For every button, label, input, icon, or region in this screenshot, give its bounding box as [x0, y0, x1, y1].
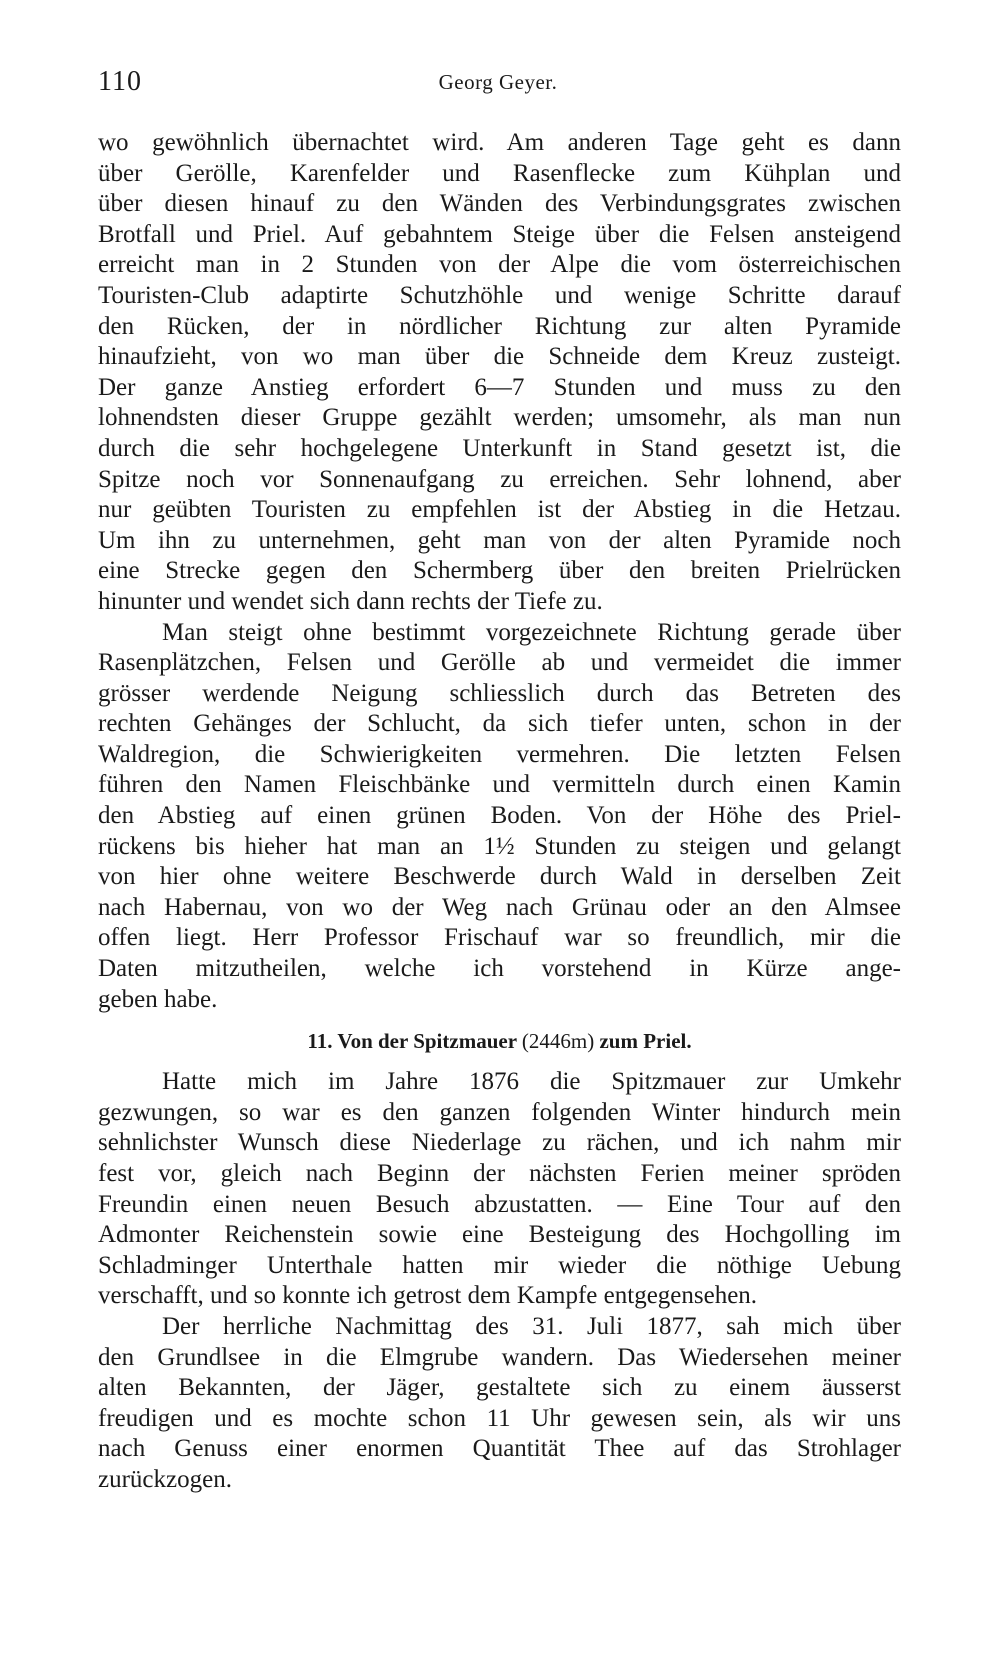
text-line: Um ihn zu unternehmen, geht man von der alten Pyramide noch — [98, 526, 901, 554]
text-line: gezwungen, so war es den ganzen folgenden Winter hindurch mein — [98, 1098, 901, 1126]
text-line: geben habe. — [98, 985, 218, 1013]
text-line: alten Bekannten, der Jäger, gestaltete sich zu einem äusserst — [98, 1374, 901, 1402]
paragraph-2 — [98, 618, 901, 1016]
text-line: Schladminger Unterthale hatten mir wieder die nöthige Uebung — [98, 1251, 901, 1279]
text-line: den Grundlsee in die Elmgrube wandern. Das Wiedersehen meiner — [98, 1343, 901, 1371]
text-line: führen den Namen Fleischbänke und vermitteln durch einen Kamin — [98, 771, 901, 799]
section-heading-destination: zum Priel. — [599, 1029, 692, 1054]
text-line: Man steigt ohne bestimmt vorgezeichnete Richtung gerade über — [162, 618, 901, 646]
text-line: hinaufzieht, von wo man über die Schneide dem Kreuz zusteigt. — [98, 343, 901, 371]
text-line: grösser werdende Neigung schliesslich durch das Betreten des — [98, 679, 901, 707]
section-heading — [98, 1019, 901, 1063]
text-line: fest vor, gleich nach Beginn der nächsten Ferien meiner spröden — [98, 1160, 901, 1187]
paragraph-4 — [98, 1312, 901, 1496]
page-number: 110 — [98, 66, 142, 97]
text-line: den Rücken, der in nördlicher Richtung zur alten Pyramide — [98, 312, 901, 340]
text-line: nach Habernau, von wo der Weg nach Grünau oder an den Almsee — [98, 893, 901, 921]
text-line: durch die sehr hochgelegene Unterkunft in Stand gesetzt ist, die — [98, 434, 901, 462]
text-line: Rasenplätzchen, Felsen und Gerölle ab und vermeidet die immer — [98, 649, 901, 677]
text-line: rechten Gehänges der Schlucht, da sich tiefer unten, schon in der — [98, 710, 901, 738]
paragraph-1 — [98, 128, 901, 618]
text-line: von hier ohne weitere Beschwerde durch Wald in derselben Zeit — [98, 863, 901, 891]
text-line: über diesen hinauf zu den Wänden des Verbindungsgrates zwischen — [98, 190, 901, 218]
text-line: nur geübten Touristen zu empfehlen ist der Abstieg in die Hetzau. — [98, 496, 901, 524]
text-line: Hatte mich im Jahre 1876 die Spitzmauer zur Umkehr — [162, 1068, 901, 1096]
text-line: rückens bis hieher hat man an 1½ Stunden zu steigen und gelangt — [98, 832, 901, 860]
text-line: eine Strecke gegen den Schermberg über den breiten Prielrücken — [98, 557, 901, 585]
text-line: wo gewöhnlich übernachtet wird. Am anderen Tage geht es dann — [98, 129, 901, 156]
text-line: Brotfall und Priel. Auf gebahntem Steige über die Felsen ansteigend — [98, 220, 901, 248]
text-line: den Abstieg auf einen grünen Boden. Von der Höhe des Priel- — [98, 802, 901, 830]
paragraph-3 — [98, 1067, 901, 1312]
section-heading-elevation: (2446m) — [521, 1029, 595, 1054]
text-line: Spitze noch vor Sonnenaufgang zu erreichen. Sehr lohnend, aber — [98, 465, 901, 493]
body-text — [98, 128, 901, 1496]
text-line: Touristen-Club adaptirte Schutzhöhle und wenige Schritte darauf — [98, 281, 901, 309]
section-heading-title: 11. Von der Spitzmauer — [307, 1029, 517, 1054]
text-line: offen liegt. Herr Professor Frischauf war so freundlich, mir die — [98, 924, 901, 952]
text-line: freudigen und es mochte schon 11 Uhr gewesen sein, als wir uns — [98, 1404, 901, 1432]
text-line: Der herrliche Nachmittag des 31. Juli 1877, sah mich über — [162, 1312, 901, 1340]
running-title: Georg Geyer. — [438, 70, 558, 94]
text-line: zurückzogen. — [98, 1465, 232, 1493]
text-line: erreicht man in 2 Stunden von der Alpe die vom österreichischen — [98, 251, 901, 279]
text-line: über Gerölle, Karenfelder und Rasenflecke zum Kühplan und — [98, 159, 901, 187]
text-line: sehnlichster Wunsch diese Niederlage zu rächen, und ich nahm mir — [98, 1129, 901, 1157]
text-line: Waldregion, die Schwierigkeiten vermehren. Die letzten Felsen — [98, 740, 901, 768]
text-line: nach Genuss einer enormen Quantität Thee auf das Strohlager — [98, 1435, 901, 1463]
text-line: Admonter Reichenstein sowie eine Besteigung des Hochgolling im — [98, 1221, 901, 1249]
text-line: lohnendsten dieser Gruppe gezählt werden; umsomehr, als man nun — [98, 404, 901, 432]
text-line: Der ganze Anstieg erfordert 6—7 Stunden und muss zu den — [98, 373, 901, 401]
running-head — [98, 66, 898, 102]
text-line: Freundin einen neuen Besuch abzustatten. — Eine Tour auf den — [98, 1190, 901, 1218]
text-line: verschafft, und so konnte ich getrost dem Kampfe entgegensehen. — [98, 1282, 758, 1310]
text-line: hinunter und wendet sich dann rechts der Tiefe zu. — [98, 587, 603, 615]
text-line: Daten mitzutheilen, welche ich vorstehend in Kürze ange- — [98, 955, 901, 983]
